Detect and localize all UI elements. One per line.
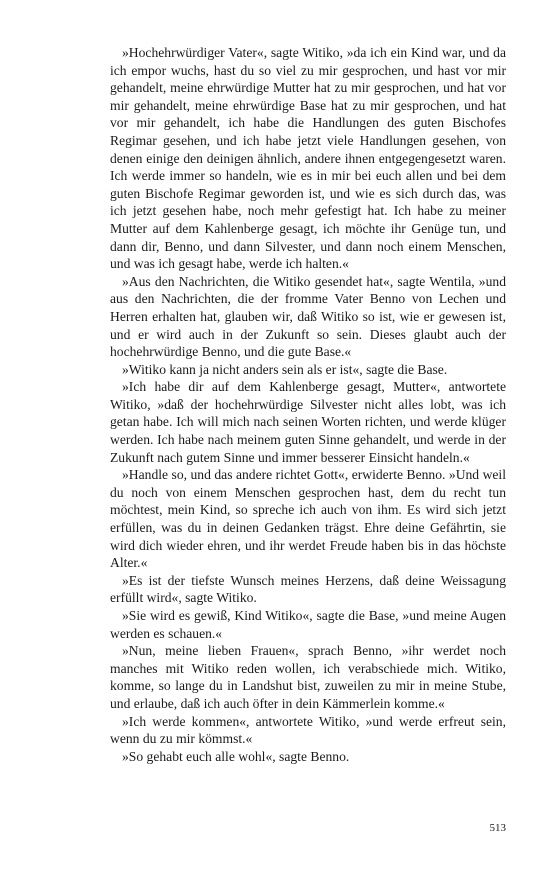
paragraph: »Nun, meine lieben Frauen«, sprach Benno, »ihr werdet noch manches mit Witiko reden wollen, ich verabschiede mich. Witiko, komme, so lange du in Landshut bist, zuweilen zu mir in meine Stube, und erlaube, daß ich auch öfter in dein Kämmerlein komme.«	[110, 643, 506, 711]
paragraph: »Witiko kann ja nicht anders sein als er ist«, sagte die Base.	[122, 361, 448, 377]
page-number: 513	[489, 822, 506, 834]
paragraph: »Ich habe dir auf dem Kahlenberge gesagt, Mutter«, antwortete Witiko, »daß der hochehrwürdige Silvester nicht alles lobt, was ich getan habe. Ich will mich nach seinen Worten richten, und werde klüger werden. Ich habe nach meinem guten Sinne gehandelt, und werde in der Zukunft nach gutem Sinne und immer besserer Einsicht handeln.«	[110, 379, 506, 465]
paragraph: »Es ist der tiefste Wunsch meines Herzens, daß deine Weissagung erfüllt wird«, sagte Witiko.	[110, 572, 506, 606]
paragraph: »So gehabt euch alle wohl«, sagte Benno.	[122, 748, 350, 764]
paragraph: »Hochehrwürdiger Vater«, sagte Witiko, »da ich ein Kind war, und da ich empor wuchs, hast du so viel zu mir gesprochen, und hast vor mir gehandelt, meine ehrwürdige Mutter hat zu mir gesprochen, und hat vor mir gehandelt, meine ehrwürdige Base hat zu mir gesprochen, und hat vor mir gehandelt, ich habe die Handlungen des guten Bischofes Regimar gesehen, und ich habe jetzt viele Handlungen gesehen, von denen einige den deinigen ähnlich, andere ihnen entgegengesetzt waren. Ich werde immer so handeln, wie es in mir bei euch allen und bei dem guten Bischofe Regimar geworden ist, und wie es sich durch das, was ich jetzt gesehen habe, noch mehr gefestigt hat. Ich habe zu meiner Mutter auf dem Kahlenberge gesagt, ich möchte ihr Genüge tun, und dann dir, Benno, und dann Silvester, und dann noch einem Menschen, und was ich gesagt habe, werde ich halten.«	[110, 45, 506, 272]
paragraph: »Ich werde kommen«, antwortete Witiko, »und werde erfreut sein, wenn du zu mir kömmst.«	[110, 713, 506, 747]
paragraph: »Handle so, und das andere richtet Gott«, erwiderte Benno. »Und weil du noch von einem Menschen gesprochen hast, dem du recht tun möchtest, mein Kind, so spreche ich auch von ihm. Es wird sich jetzt erfüllen, was du in deinen Gedanken trägst. Ehre deine Gefährtin, sie wird dich wieder ehren, und ihr werdet Freude haben bis in das höchste Alter.«	[110, 467, 506, 571]
paragraph: »Sie wird es gewiß, Kind Witiko«, sagte die Base, »und meine Augen werden es schauen.«	[110, 608, 506, 641]
paragraph: »Aus den Nachrichten, die Witiko gesendet hat«, sagte Wentila, »und aus den Nachrichten, die der fromme Vater Benno von Lechen und Herren erhalten hat, glauben wir, daß Witiko so ist, wie er gewesen ist, und er wird auch in der Zukunft so sein. Dieses glaubt auch der hochehrwürdige Benno, und die gute Base.«	[110, 273, 506, 360]
book-page	[110, 44, 506, 765]
